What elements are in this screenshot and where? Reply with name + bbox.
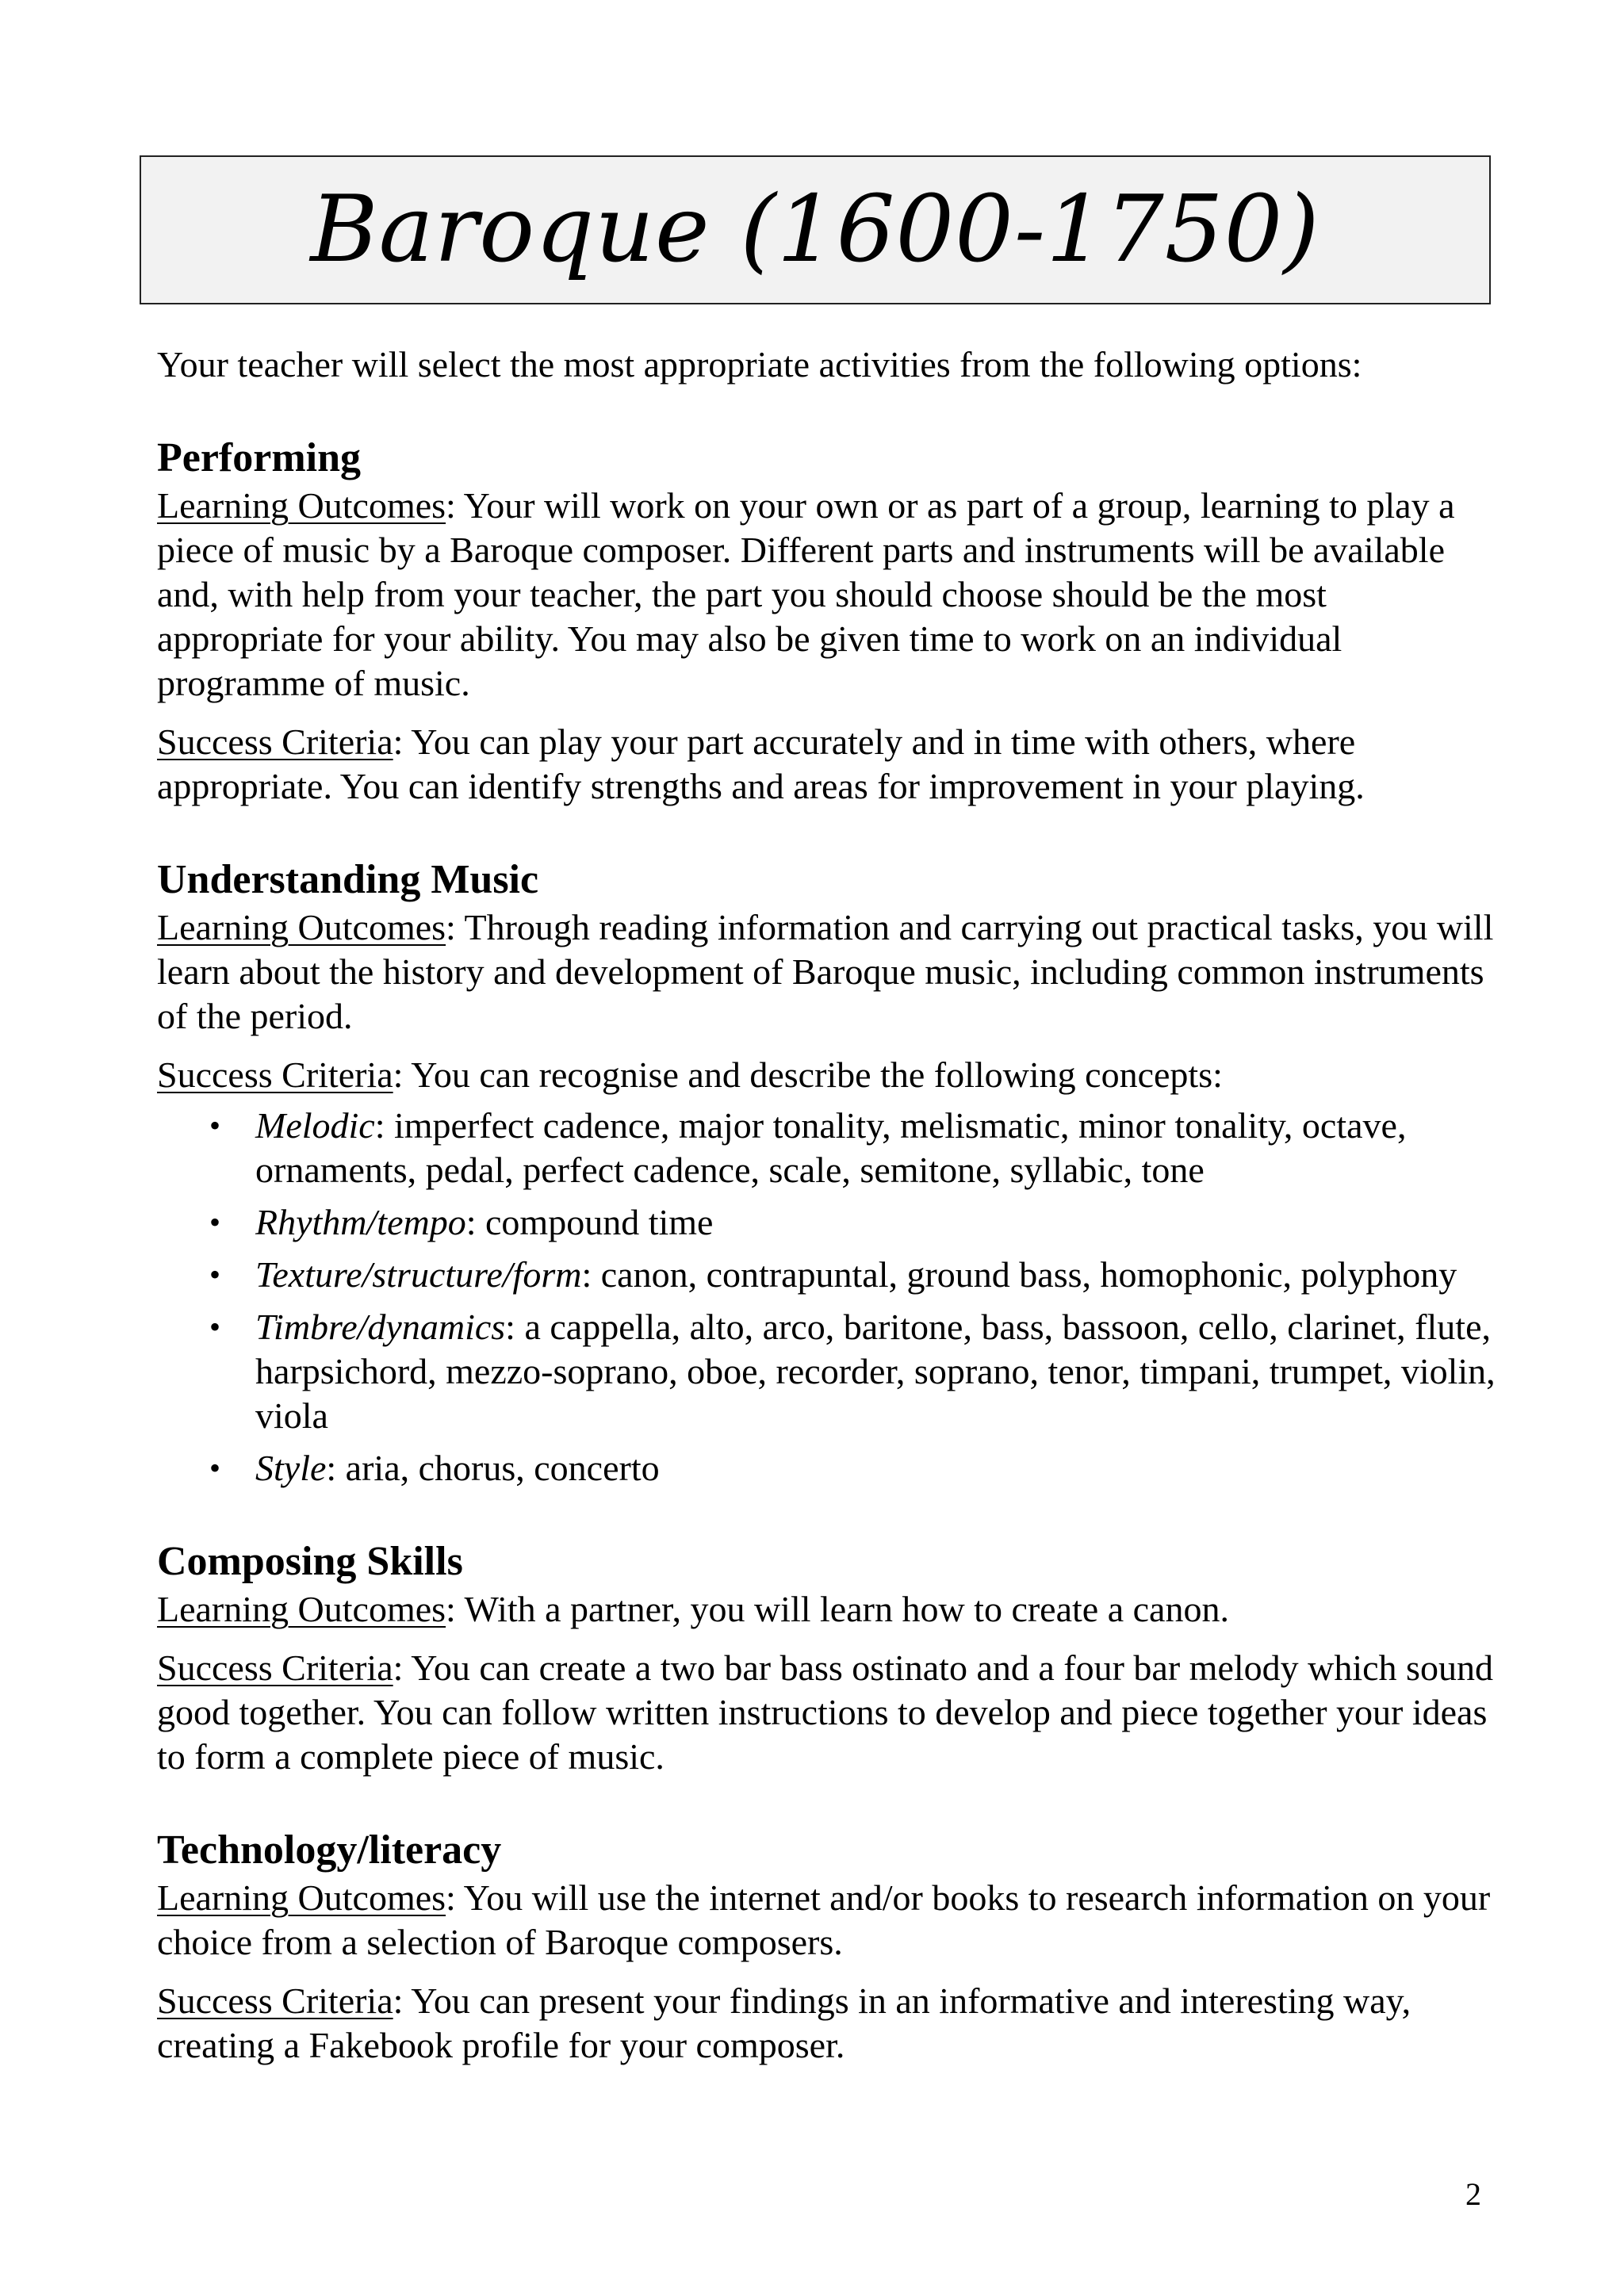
concept-term: Melodic	[255, 1105, 375, 1146]
section-performing	[157, 433, 1497, 809]
section-heading: Understanding Music	[157, 857, 539, 902]
bullet-icon: •	[209, 1108, 221, 1143]
success-criteria-text: : You can recognise and describe the following concepts:	[393, 1054, 1223, 1095]
list-item	[209, 1446, 1497, 1490]
concept-term: Timbre/dynamics	[255, 1307, 506, 1347]
intro-text: Your teacher will select the most appropriate activities from the following options:	[157, 344, 1362, 385]
learning-outcomes-label: Learning Outcomes	[157, 485, 446, 526]
concept-text: : imperfect cadence, major tonality, melismatic, minor tonality, octave, ornaments, pedal, perfect cadence, scale, semitone, syllabic, tone	[255, 1105, 1407, 1190]
success-criteria-text: : You can present your findings in an informative and interesting way, creating a Fakebook profile for your composer.	[157, 1980, 1411, 2065]
concept-term: Rhythm/tempo	[255, 1202, 466, 1242]
title-box	[140, 155, 1491, 304]
success-criteria-text: : You can play your part accurately and in time with others, where appropriate. You can identify strengths and areas for improvement in your playing.	[157, 721, 1365, 806]
concept-text: : aria, chorus, concerto	[326, 1448, 660, 1488]
concept-text: : canon, contrapuntal, ground bass, homophonic, polyphony	[581, 1254, 1457, 1295]
success-criteria-label: Success Criteria	[157, 1647, 393, 1688]
learning-outcomes-paragraph	[157, 1587, 1497, 1632]
section-understanding-music	[157, 855, 1497, 1490]
section-technology-literacy	[157, 1825, 1497, 2068]
learning-outcomes-text: : With a partner, you will learn how to create a canon.	[446, 1589, 1229, 1629]
success-criteria-paragraph	[157, 1646, 1497, 1779]
bullet-icon: •	[209, 1450, 221, 1486]
success-criteria-paragraph	[157, 1979, 1497, 2068]
bullet-icon: •	[209, 1204, 221, 1240]
list-item	[209, 1305, 1497, 1438]
bullet-icon: •	[209, 1257, 221, 1292]
success-criteria-text: : You can create a two bar bass ostinato and a four bar melody which sound good together. You can follow written instructions to develop and piece together your ideas to form a complete piece of music.	[157, 1647, 1493, 1777]
learning-outcomes-text: : You will use the internet and/or books to research information on your choice from a selection of Baroque composers.	[157, 1877, 1491, 1962]
list-item	[209, 1104, 1497, 1192]
learning-outcomes-label: Learning Outcomes	[157, 1877, 446, 1918]
section-heading: Performing	[157, 435, 362, 480]
success-criteria-label: Success Criteria	[157, 1054, 393, 1095]
list-item	[209, 1200, 1497, 1245]
concept-text: : a cappella, alto, arco, baritone, bass, bassoon, cello, clarinet, flute, harpsichord, mezzo-soprano, oboe, recorder, soprano, tenor, timpani, trumpet, violin, viola	[255, 1307, 1496, 1436]
learning-outcomes-text: : Your will work on your own or as part of a group, learning to play a piece of music by a Baroque composer. Different parts and instruments will be available and, with help from your teacher, the part you should choose should be the most appropriate for your ability. You may also be given time to work on an individual programme of music.	[157, 485, 1455, 703]
success-criteria-paragraph	[157, 1053, 1497, 1097]
concept-text: : compound time	[465, 1202, 714, 1242]
success-criteria-paragraph	[157, 720, 1497, 809]
learning-outcomes-label: Learning Outcomes	[157, 907, 446, 947]
section-heading: Technology/literacy	[157, 1827, 502, 1873]
list-item	[209, 1253, 1497, 1297]
concept-term: Texture/structure/form	[255, 1254, 582, 1295]
learning-outcomes-paragraph	[157, 905, 1497, 1039]
concept-term: Style	[255, 1448, 327, 1488]
section-heading: Composing Skills	[157, 1539, 463, 1584]
concepts-list	[157, 1104, 1497, 1490]
page-title: Baroque (1600-1750)	[310, 176, 1320, 283]
learning-outcomes-text: : Through reading information and carrying out practical tasks, you will learn about the history and development of Baroque music, including common instruments of the period.	[157, 907, 1494, 1036]
success-criteria-label: Success Criteria	[157, 1980, 393, 2021]
learning-outcomes-label: Learning Outcomes	[157, 1589, 446, 1629]
bullet-icon: •	[209, 1309, 221, 1345]
success-criteria-label: Success Criteria	[157, 721, 393, 762]
learning-outcomes-paragraph	[157, 484, 1497, 706]
section-composing-skills	[157, 1536, 1497, 1779]
page-number: 2	[1465, 2176, 1481, 2212]
main-content	[157, 342, 1497, 2114]
learning-outcomes-paragraph	[157, 1876, 1497, 1965]
